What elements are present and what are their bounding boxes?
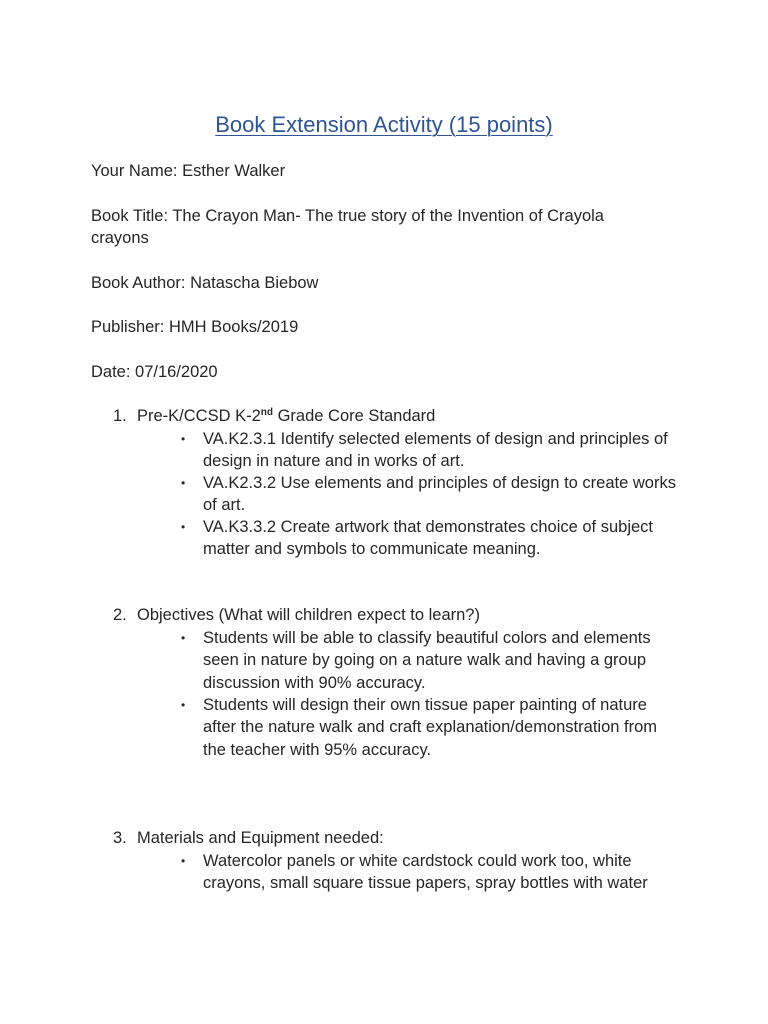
list-item — [181, 472, 681, 517]
section-heading-text: Objectives (What will children expect to learn?) — [137, 606, 480, 624]
list-item-text: VA.K2.3.1 Identify selected elements of design and principles of design in nature and in works of art. — [203, 430, 668, 471]
document-title: Book Extension Activity (15 points) — [215, 112, 553, 137]
list-item — [181, 516, 681, 561]
section-2-heading — [113, 604, 480, 626]
section-3-heading — [113, 827, 384, 849]
bullet-icon: • — [181, 698, 186, 712]
list-item — [181, 694, 681, 761]
list-item-text: Students will be able to classify beautiful colors and elements seen in nature by going on a nature walk and having a group discussion with 90% accuracy. — [203, 629, 651, 692]
book-title-field — [91, 205, 691, 249]
list-item-text: VA.K3.3.2 Create artwork that demonstrates choice of subject matter and symbols to communicate meaning. — [203, 518, 654, 559]
bullet-icon: • — [181, 476, 186, 490]
list-item — [181, 850, 681, 895]
section-heading-text: Pre-K/CCSD K-2 — [137, 407, 261, 425]
section-1-heading — [113, 405, 435, 427]
bullet-icon: • — [181, 432, 186, 446]
section-number: 3. — [113, 829, 127, 847]
book-title-line1: Book Title: The Crayon Man- The true story of the Invention of Crayola — [91, 207, 604, 225]
bullet-icon: • — [181, 854, 186, 868]
list-item — [181, 627, 681, 694]
section-number: 1. — [113, 407, 127, 425]
book-title-line2: crayons — [91, 229, 149, 247]
section-heading-text: Materials and Equipment needed: — [137, 829, 384, 847]
your-name-field: Your Name: Esther Walker — [91, 162, 286, 180]
list-item — [181, 428, 681, 473]
ordinal-suffix: nd — [260, 407, 273, 418]
section-heading-text-end: Grade Core Standard — [273, 407, 436, 425]
bullet-icon: • — [181, 631, 186, 645]
book-author-field: Book Author: Natascha Biebow — [91, 274, 319, 292]
date-field: Date: 07/16/2020 — [91, 363, 218, 381]
publisher-field: Publisher: HMH Books/2019 — [91, 318, 299, 336]
section-number: 2. — [113, 606, 127, 624]
list-item-text: Watercolor panels or white cardstock could work too, white crayons, small square tissue papers, spray bottles with water — [203, 852, 648, 893]
list-item-text: Students will design their own tissue paper painting of nature after the nature walk and craft explanation/demonstration from the teacher with 95% accuracy. — [203, 696, 657, 759]
bullet-icon: • — [181, 520, 186, 534]
list-item-text: VA.K2.3.2 Use elements and principles of design to create works of art. — [203, 474, 676, 515]
